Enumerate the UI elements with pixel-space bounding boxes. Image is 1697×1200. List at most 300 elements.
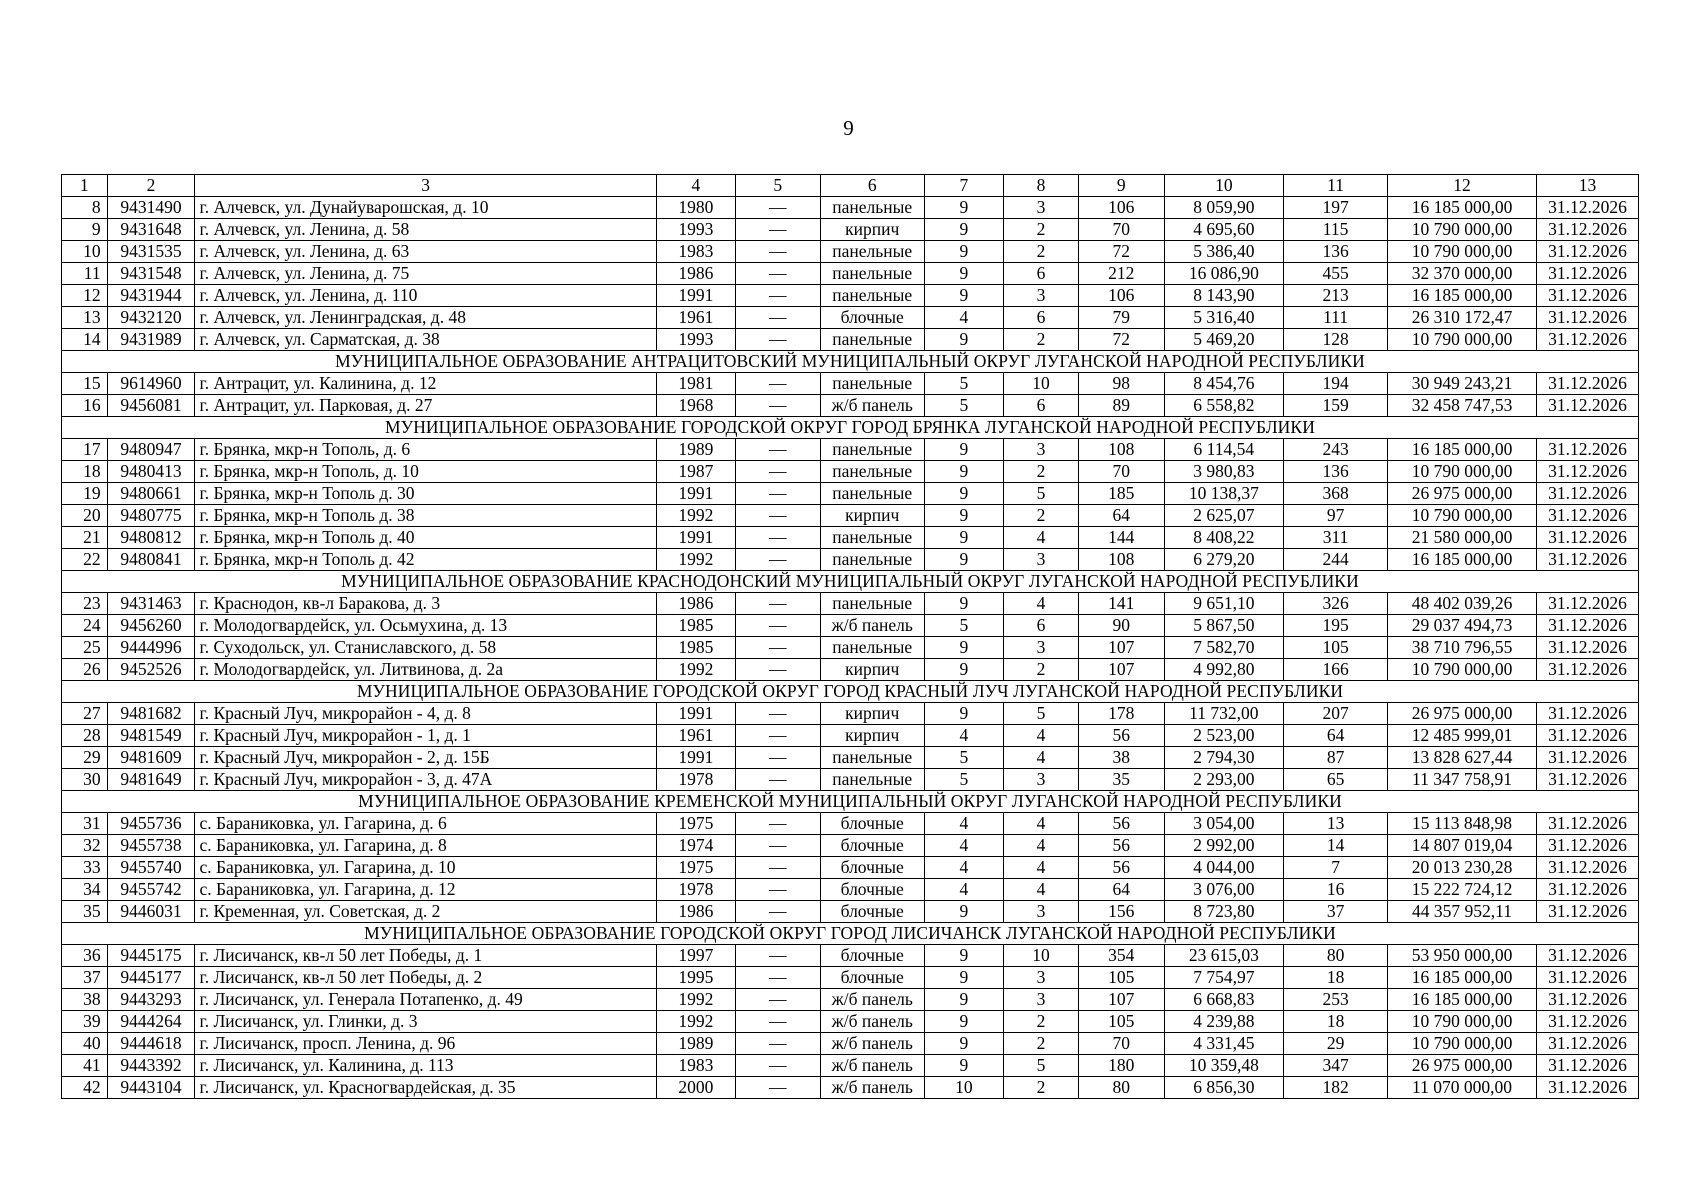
cell-deadline: 31.12.2026 (1536, 637, 1638, 659)
cell-cost: 48 402 039,26 (1388, 593, 1537, 615)
cell-deadline: 31.12.2026 (1536, 615, 1638, 637)
cell-area: 3 054,00 (1164, 813, 1283, 835)
cell-address: г. Лисичанск, ул. Красногвардейская, д. 35 (195, 1077, 656, 1099)
cell-column-5: — (735, 967, 820, 989)
cell-address: г. Суходольск, ул. Станиславского, д. 58 (195, 637, 656, 659)
cell-address: с. Бараниковка, ул. Гагарина, д. 12 (195, 879, 656, 901)
cell-column-5: — (735, 945, 820, 967)
cell-deadline: 31.12.2026 (1536, 527, 1638, 549)
cell-deadline: 31.12.2026 (1536, 1011, 1638, 1033)
cell-address: с. Бараниковка, ул. Гагарина, д. 8 (195, 835, 656, 857)
cell-area: 6 856,30 (1164, 1077, 1283, 1099)
cell-entrances: 2 (1004, 329, 1079, 351)
table-row (62, 505, 1639, 527)
cell-residents: 347 (1284, 1055, 1388, 1077)
cell-residents: 213 (1284, 285, 1388, 307)
cell-row-number: 11 (62, 263, 108, 285)
cell-address: г. Брянка, мкр-н Тополь д. 42 (195, 549, 656, 571)
cell-row-number: 27 (62, 703, 108, 725)
cell-area: 6 114,54 (1164, 439, 1283, 461)
cell-row-number: 9 (62, 219, 108, 241)
cell-row-number: 20 (62, 505, 108, 527)
cell-house-id: 9444996 (107, 637, 195, 659)
table-row (62, 835, 1639, 857)
column-header-4: 4 (656, 175, 735, 197)
table-row (62, 219, 1639, 241)
section-title: МУНИЦИПАЛЬНОЕ ОБРАЗОВАНИЕ ГОРОДСКОЙ ОКРУГ ГОРОД БРЯНКА ЛУГАНСКОЙ НАРОДНОЙ РЕСПУБЛИКИ (62, 417, 1639, 439)
cell-cost: 16 185 000,00 (1388, 439, 1537, 461)
cell-year-built: 1991 (656, 483, 735, 505)
cell-house-id: 9455740 (107, 857, 195, 879)
cell-entrances: 4 (1004, 747, 1079, 769)
cell-year-built: 1974 (656, 835, 735, 857)
cell-row-number: 26 (62, 659, 108, 681)
cell-residents: 29 (1284, 1033, 1388, 1055)
cell-residents: 194 (1284, 373, 1388, 395)
cell-address: г. Брянка, мкр-н Тополь, д. 6 (195, 439, 656, 461)
cell-deadline: 31.12.2026 (1536, 879, 1638, 901)
cell-cost: 10 790 000,00 (1388, 219, 1537, 241)
cell-wall-material: ж/б панель (820, 395, 924, 417)
cell-column-5: — (735, 1077, 820, 1099)
table-row (62, 989, 1639, 1011)
cell-year-built: 1983 (656, 1055, 735, 1077)
cell-deadline: 31.12.2026 (1536, 747, 1638, 769)
column-header-5: 5 (735, 175, 820, 197)
cell-column-5: — (735, 549, 820, 571)
cell-apartments: 70 (1078, 461, 1164, 483)
cell-row-number: 16 (62, 395, 108, 417)
cell-column-5: — (735, 197, 820, 219)
cell-year-built: 1961 (656, 725, 735, 747)
cell-house-id: 9431490 (107, 197, 195, 219)
cell-house-id: 9431989 (107, 329, 195, 351)
cell-address: г. Красный Луч, микрорайон - 4, д. 8 (195, 703, 656, 725)
cell-cost: 30 949 243,21 (1388, 373, 1537, 395)
cell-year-built: 1991 (656, 703, 735, 725)
table-row (62, 1077, 1639, 1099)
cell-floors: 9 (924, 945, 1003, 967)
cell-row-number: 30 (62, 769, 108, 791)
cell-residents: 13 (1284, 813, 1388, 835)
cell-area: 8 059,90 (1164, 197, 1283, 219)
table-row (62, 439, 1639, 461)
cell-house-id: 9480841 (107, 549, 195, 571)
cell-cost: 10 790 000,00 (1388, 1033, 1537, 1055)
cell-deadline: 31.12.2026 (1536, 197, 1638, 219)
cell-area: 7 754,97 (1164, 967, 1283, 989)
cell-cost: 10 790 000,00 (1388, 241, 1537, 263)
cell-column-5: — (735, 307, 820, 329)
table-row (62, 263, 1639, 285)
cell-floors: 4 (924, 857, 1003, 879)
cell-floors: 9 (924, 1033, 1003, 1055)
cell-house-id: 9481682 (107, 703, 195, 725)
cell-entrances: 3 (1004, 967, 1079, 989)
cell-entrances: 4 (1004, 879, 1079, 901)
cell-year-built: 2000 (656, 1077, 735, 1099)
cell-address: г. Краснодон, кв-л Баракова, д. 3 (195, 593, 656, 615)
cell-wall-material: панельные (820, 197, 924, 219)
cell-residents: 80 (1284, 945, 1388, 967)
cell-floors: 9 (924, 549, 1003, 571)
column-header-1: 1 (62, 175, 108, 197)
cell-column-5: — (735, 1033, 820, 1055)
cell-column-5: — (735, 439, 820, 461)
cell-cost: 26 310 172,47 (1388, 307, 1537, 329)
cell-deadline: 31.12.2026 (1536, 461, 1638, 483)
cell-year-built: 1981 (656, 373, 735, 395)
cell-address: г. Лисичанск, ул. Калинина, д. 113 (195, 1055, 656, 1077)
cell-row-number: 12 (62, 285, 108, 307)
cell-apartments: 108 (1078, 439, 1164, 461)
cell-floors: 9 (924, 527, 1003, 549)
cell-deadline: 31.12.2026 (1536, 1033, 1638, 1055)
cell-row-number: 36 (62, 945, 108, 967)
cell-entrances: 5 (1004, 703, 1079, 725)
cell-wall-material: кирпич (820, 659, 924, 681)
cell-row-number: 21 (62, 527, 108, 549)
cell-apartments: 70 (1078, 219, 1164, 241)
table-row (62, 725, 1639, 747)
cell-entrances: 3 (1004, 637, 1079, 659)
cell-entrances: 3 (1004, 197, 1079, 219)
cell-floors: 4 (924, 307, 1003, 329)
cell-floors: 9 (924, 329, 1003, 351)
cell-house-id: 9455736 (107, 813, 195, 835)
cell-row-number: 31 (62, 813, 108, 835)
section-row (62, 791, 1639, 813)
cell-address: г. Алчевск, ул. Ленинградская, д. 48 (195, 307, 656, 329)
cell-apartments: 72 (1078, 329, 1164, 351)
cell-residents: 326 (1284, 593, 1388, 615)
cell-entrances: 4 (1004, 527, 1079, 549)
cell-area: 2 293,00 (1164, 769, 1283, 791)
cell-apartments: 56 (1078, 835, 1164, 857)
cell-deadline: 31.12.2026 (1536, 835, 1638, 857)
cell-cost: 11 347 758,91 (1388, 769, 1537, 791)
cell-house-id: 9445175 (107, 945, 195, 967)
cell-address: г. Алчевск, ул. Ленина, д. 110 (195, 285, 656, 307)
cell-column-5: — (735, 659, 820, 681)
cell-area: 3 076,00 (1164, 879, 1283, 901)
cell-year-built: 1991 (656, 285, 735, 307)
column-header-3: 3 (195, 175, 656, 197)
cell-floors: 5 (924, 373, 1003, 395)
cell-year-built: 1986 (656, 593, 735, 615)
cell-house-id: 9480775 (107, 505, 195, 527)
table-body (62, 197, 1639, 1099)
cell-floors: 9 (924, 901, 1003, 923)
cell-deadline: 31.12.2026 (1536, 219, 1638, 241)
cell-residents: 311 (1284, 527, 1388, 549)
cell-house-id: 9431463 (107, 593, 195, 615)
cell-address: г. Антрацит, ул. Калинина, д. 12 (195, 373, 656, 395)
cell-wall-material: блочные (820, 813, 924, 835)
cell-year-built: 1975 (656, 813, 735, 835)
cell-house-id: 9614960 (107, 373, 195, 395)
cell-row-number: 22 (62, 549, 108, 571)
cell-cost: 10 790 000,00 (1388, 505, 1537, 527)
cell-floors: 9 (924, 1011, 1003, 1033)
table-row (62, 813, 1639, 835)
cell-floors: 5 (924, 615, 1003, 637)
cell-cost: 16 185 000,00 (1388, 989, 1537, 1011)
cell-area: 16 086,90 (1164, 263, 1283, 285)
cell-area: 6 558,82 (1164, 395, 1283, 417)
cell-area: 2 625,07 (1164, 505, 1283, 527)
cell-cost: 38 710 796,55 (1388, 637, 1537, 659)
cell-entrances: 3 (1004, 285, 1079, 307)
cell-area: 5 316,40 (1164, 307, 1283, 329)
cell-row-number: 17 (62, 439, 108, 461)
cell-apartments: 80 (1078, 1077, 1164, 1099)
cell-apartments: 107 (1078, 659, 1164, 681)
cell-floors: 9 (924, 1055, 1003, 1077)
table-row (62, 945, 1639, 967)
cell-residents: 455 (1284, 263, 1388, 285)
cell-column-5: — (735, 615, 820, 637)
cell-residents: 128 (1284, 329, 1388, 351)
cell-entrances: 4 (1004, 857, 1079, 879)
cell-cost: 14 807 019,04 (1388, 835, 1537, 857)
column-header-2: 2 (107, 175, 195, 197)
section-row (62, 351, 1639, 373)
cell-deadline: 31.12.2026 (1536, 813, 1638, 835)
cell-wall-material: панельные (820, 461, 924, 483)
cell-deadline: 31.12.2026 (1536, 901, 1638, 923)
cell-deadline: 31.12.2026 (1536, 307, 1638, 329)
cell-row-number: 18 (62, 461, 108, 483)
cell-entrances: 3 (1004, 989, 1079, 1011)
cell-cost: 44 357 952,11 (1388, 901, 1537, 923)
table-row (62, 769, 1639, 791)
cell-deadline: 31.12.2026 (1536, 329, 1638, 351)
cell-house-id: 9481549 (107, 725, 195, 747)
cell-floors: 9 (924, 439, 1003, 461)
cell-area: 4 331,45 (1164, 1033, 1283, 1055)
cell-row-number: 37 (62, 967, 108, 989)
cell-house-id: 9456081 (107, 395, 195, 417)
cell-area: 9 651,10 (1164, 593, 1283, 615)
cell-residents: 159 (1284, 395, 1388, 417)
cell-deadline: 31.12.2026 (1536, 395, 1638, 417)
cell-apartments: 212 (1078, 263, 1164, 285)
cell-apartments: 180 (1078, 1055, 1164, 1077)
column-header-12: 12 (1388, 175, 1537, 197)
section-title: МУНИЦИПАЛЬНОЕ ОБРАЗОВАНИЕ АНТРАЦИТОВСКИЙ МУНИЦИПАЛЬНЫЙ ОКРУГ ЛУГАНСКОЙ НАРОДНОЙ РЕСПУБЛИКИ (62, 351, 1639, 373)
cell-residents: 105 (1284, 637, 1388, 659)
cell-column-5: — (735, 505, 820, 527)
table-row (62, 659, 1639, 681)
cell-address: г. Алчевск, ул. Сарматская, д. 38 (195, 329, 656, 351)
cell-apartments: 106 (1078, 285, 1164, 307)
cell-wall-material: кирпич (820, 725, 924, 747)
cell-cost: 16 185 000,00 (1388, 549, 1537, 571)
cell-house-id: 9480812 (107, 527, 195, 549)
cell-floors: 9 (924, 703, 1003, 725)
cell-residents: 97 (1284, 505, 1388, 527)
cell-residents: 115 (1284, 219, 1388, 241)
cell-year-built: 1975 (656, 857, 735, 879)
cell-house-id: 9431944 (107, 285, 195, 307)
cell-entrances: 10 (1004, 945, 1079, 967)
cell-entrances: 2 (1004, 241, 1079, 263)
cell-residents: 37 (1284, 901, 1388, 923)
cell-residents: 195 (1284, 615, 1388, 637)
cell-cost: 15 113 848,98 (1388, 813, 1537, 835)
cell-row-number: 41 (62, 1055, 108, 1077)
cell-address: г. Алчевск, ул. Ленина, д. 75 (195, 263, 656, 285)
section-title: МУНИЦИПАЛЬНОЕ ОБРАЗОВАНИЕ ГОРОДСКОЙ ОКРУГ ГОРОД ЛИСИЧАНСК ЛУГАНСКОЙ НАРОДНОЙ РЕСПУБЛИКИ (62, 923, 1639, 945)
cell-floors: 9 (924, 593, 1003, 615)
cell-apartments: 72 (1078, 241, 1164, 263)
cell-row-number: 15 (62, 373, 108, 395)
cell-column-5: — (735, 483, 820, 505)
cell-cost: 10 790 000,00 (1388, 329, 1537, 351)
table-row (62, 879, 1639, 901)
cell-year-built: 1987 (656, 461, 735, 483)
cell-house-id: 9480947 (107, 439, 195, 461)
cell-apartments: 108 (1078, 549, 1164, 571)
cell-row-number: 14 (62, 329, 108, 351)
cell-area: 5 386,40 (1164, 241, 1283, 263)
cell-entrances: 2 (1004, 461, 1079, 483)
cell-deadline: 31.12.2026 (1536, 1055, 1638, 1077)
section-title: МУНИЦИПАЛЬНОЕ ОБРАЗОВАНИЕ ГОРОДСКОЙ ОКРУГ ГОРОД КРАСНЫЙ ЛУЧ ЛУГАНСКОЙ НАРОДНОЙ РЕСПУБЛИКИ (62, 681, 1639, 703)
cell-wall-material: панельные (820, 329, 924, 351)
cell-wall-material: ж/б панель (820, 1077, 924, 1099)
section-title: МУНИЦИПАЛЬНОЕ ОБРАЗОВАНИЕ КРЕМЕНСКОЙ МУНИЦИПАЛЬНЫЙ ОКРУГ ЛУГАНСКОЙ НАРОДНОЙ РЕСПУБЛИКИ (62, 791, 1639, 813)
cell-cost: 16 185 000,00 (1388, 197, 1537, 219)
cell-entrances: 3 (1004, 549, 1079, 571)
cell-residents: 207 (1284, 703, 1388, 725)
column-header-8: 8 (1004, 175, 1079, 197)
cell-residents: 253 (1284, 989, 1388, 1011)
cell-area: 8 723,80 (1164, 901, 1283, 923)
cell-apartments: 141 (1078, 593, 1164, 615)
cell-deadline: 31.12.2026 (1536, 373, 1638, 395)
cell-apartments: 90 (1078, 615, 1164, 637)
cell-area: 2 794,30 (1164, 747, 1283, 769)
column-header-6: 6 (820, 175, 924, 197)
cell-house-id: 9443104 (107, 1077, 195, 1099)
cell-wall-material: панельные (820, 593, 924, 615)
cell-wall-material: блочные (820, 835, 924, 857)
cell-row-number: 35 (62, 901, 108, 923)
cell-year-built: 1978 (656, 879, 735, 901)
cell-entrances: 6 (1004, 307, 1079, 329)
cell-entrances: 2 (1004, 505, 1079, 527)
table-row (62, 549, 1639, 571)
table-row (62, 1055, 1639, 1077)
cell-residents: 111 (1284, 307, 1388, 329)
section-row (62, 923, 1639, 945)
cell-cost: 12 485 999,01 (1388, 725, 1537, 747)
cell-wall-material: панельные (820, 439, 924, 461)
cell-address: г. Брянка, мкр-н Тополь д. 40 (195, 527, 656, 549)
cell-entrances: 3 (1004, 439, 1079, 461)
cell-cost: 53 950 000,00 (1388, 945, 1537, 967)
table-row (62, 395, 1639, 417)
cell-wall-material: кирпич (820, 505, 924, 527)
cell-wall-material: кирпич (820, 219, 924, 241)
cell-address: г. Антрацит, ул. Парковая, д. 27 (195, 395, 656, 417)
cell-apartments: 354 (1078, 945, 1164, 967)
cell-floors: 9 (924, 461, 1003, 483)
cell-cost: 26 975 000,00 (1388, 1055, 1537, 1077)
cell-residents: 18 (1284, 967, 1388, 989)
cell-row-number: 34 (62, 879, 108, 901)
cell-wall-material: ж/б панель (820, 1011, 924, 1033)
cell-apartments: 38 (1078, 747, 1164, 769)
cell-deadline: 31.12.2026 (1536, 549, 1638, 571)
cell-address: г. Алчевск, ул. Ленина, д. 58 (195, 219, 656, 241)
section-row (62, 681, 1639, 703)
cell-floors: 9 (924, 637, 1003, 659)
cell-wall-material: панельные (820, 483, 924, 505)
cell-deadline: 31.12.2026 (1536, 945, 1638, 967)
cell-deadline: 31.12.2026 (1536, 989, 1638, 1011)
cell-wall-material: блочные (820, 857, 924, 879)
cell-area: 5 469,20 (1164, 329, 1283, 351)
cell-area: 8 143,90 (1164, 285, 1283, 307)
cell-residents: 65 (1284, 769, 1388, 791)
cell-wall-material: панельные (820, 527, 924, 549)
cell-address: с. Бараниковка, ул. Гагарина, д. 6 (195, 813, 656, 835)
cell-residents: 136 (1284, 461, 1388, 483)
cell-entrances: 6 (1004, 615, 1079, 637)
cell-year-built: 1992 (656, 549, 735, 571)
page-number: 9 (843, 116, 854, 140)
cell-deadline: 31.12.2026 (1536, 593, 1638, 615)
cell-area: 4 695,60 (1164, 219, 1283, 241)
cell-apartments: 144 (1078, 527, 1164, 549)
cell-house-id: 9455742 (107, 879, 195, 901)
table-row (62, 901, 1639, 923)
cell-house-id: 9444618 (107, 1033, 195, 1055)
cell-residents: 64 (1284, 725, 1388, 747)
cell-entrances: 2 (1004, 659, 1079, 681)
cell-area: 6 279,20 (1164, 549, 1283, 571)
cell-entrances: 5 (1004, 483, 1079, 505)
cell-wall-material: блочные (820, 945, 924, 967)
cell-row-number: 19 (62, 483, 108, 505)
cell-floors: 9 (924, 219, 1003, 241)
cell-year-built: 1989 (656, 1033, 735, 1055)
cell-address: г. Алчевск, ул. Дунайуварошская, д. 10 (195, 197, 656, 219)
section-row (62, 417, 1639, 439)
cell-year-built: 1991 (656, 747, 735, 769)
cell-wall-material: панельные (820, 747, 924, 769)
cell-column-5: — (735, 769, 820, 791)
cell-column-5: — (735, 219, 820, 241)
cell-column-5: — (735, 461, 820, 483)
cell-house-id: 9481649 (107, 769, 195, 791)
cell-area: 5 867,50 (1164, 615, 1283, 637)
cell-column-5: — (735, 527, 820, 549)
cell-floors: 5 (924, 747, 1003, 769)
cell-year-built: 1978 (656, 769, 735, 791)
cell-entrances: 2 (1004, 1033, 1079, 1055)
cell-entrances: 5 (1004, 1055, 1079, 1077)
cell-cost: 10 790 000,00 (1388, 461, 1537, 483)
cell-apartments: 105 (1078, 1011, 1164, 1033)
table-row (62, 285, 1639, 307)
cell-area: 2 992,00 (1164, 835, 1283, 857)
cell-area: 7 582,70 (1164, 637, 1283, 659)
cell-house-id: 9444264 (107, 1011, 195, 1033)
